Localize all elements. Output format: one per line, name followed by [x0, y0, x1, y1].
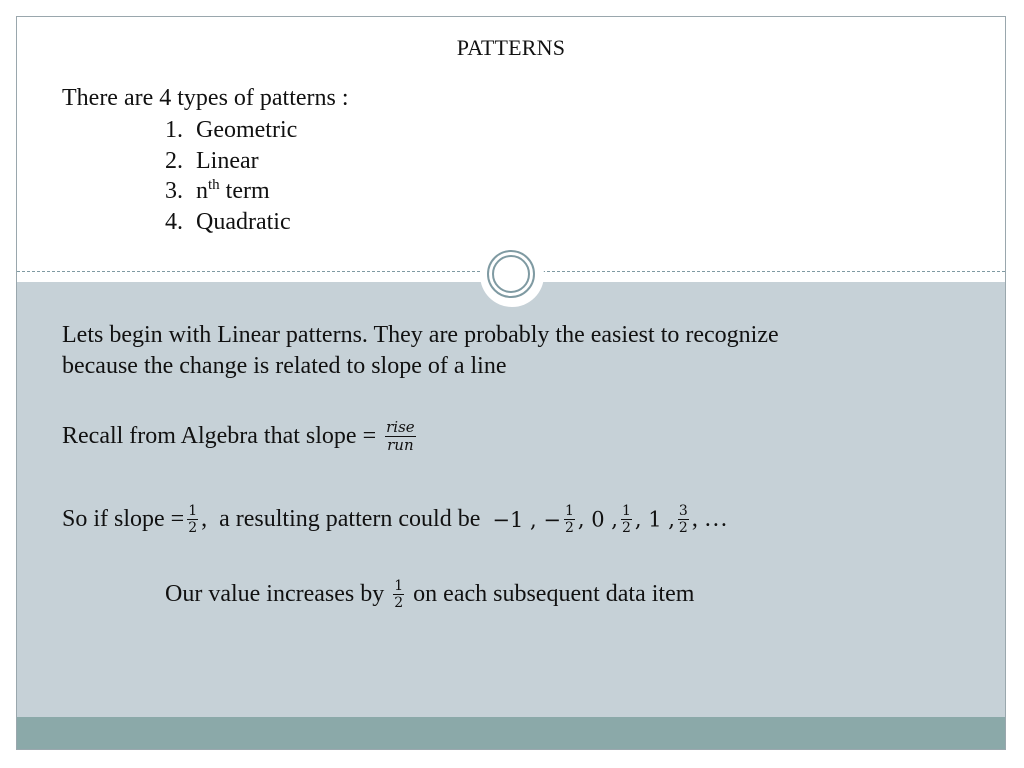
list-item — [165, 176, 297, 207]
rise-over-run-fraction — [385, 419, 416, 454]
sequence-term: , 1 , — [634, 507, 675, 532]
list-number: 3. — [165, 178, 183, 204]
half-fraction — [187, 503, 198, 536]
fraction-denominator: 2 — [621, 520, 631, 536]
list-item — [165, 146, 297, 177]
slope-definition — [62, 419, 419, 454]
paragraph-line: Lets begin with Linear patterns. They are probably the easiest to recognize — [62, 322, 779, 348]
fraction-numerator: 1 — [394, 578, 404, 594]
intro-text: There are 4 types of patterns : — [62, 85, 349, 111]
linear-intro-paragraph — [62, 320, 779, 382]
fraction-denominator: run — [387, 436, 414, 454]
list-item-label: Quadratic — [196, 208, 291, 235]
list-item-label-sup: th — [208, 177, 220, 193]
example-pattern — [62, 503, 728, 536]
fraction-numerator: 1 — [188, 503, 198, 519]
footer-band — [17, 717, 1005, 750]
list-number: 1. — [165, 117, 183, 143]
increase-suffix: on each subsequent data item — [413, 581, 695, 607]
increase-statement — [165, 578, 694, 611]
list-item-label-rest: term — [219, 178, 270, 204]
slope-definition-text: Recall from Algebra that slope = — [62, 423, 377, 449]
list-number: 2. — [165, 147, 183, 174]
sequence-term: −1 , − — [492, 507, 561, 532]
half-fraction — [621, 503, 632, 536]
list-number: 4. — [165, 208, 183, 235]
example-prefix: So if slope = — [62, 506, 185, 532]
increase-prefix: Our value increases by — [165, 581, 385, 607]
list-item — [165, 115, 297, 146]
list-item-label-base: n — [196, 178, 208, 204]
half-fraction — [393, 578, 404, 611]
example-mid: , a resulting pattern could be — [201, 506, 481, 532]
list-item — [165, 207, 297, 238]
pattern-types-list — [165, 115, 297, 237]
top-pane — [17, 17, 1005, 273]
paragraph-line: because the change is related to slope of a line — [62, 353, 507, 379]
slide-title: PATTERNS — [456, 35, 566, 60]
fraction-denominator: 2 — [678, 520, 688, 536]
list-item-label: Linear — [196, 147, 259, 174]
fraction-numerator: 1 — [621, 503, 631, 519]
circle-ornament-icon — [487, 250, 535, 298]
three-halves-fraction — [678, 503, 689, 536]
slide — [16, 16, 1006, 750]
fraction-numerator: rise — [386, 418, 415, 436]
list-item-label: Geometric — [196, 117, 298, 143]
fraction-denominator: 2 — [188, 520, 198, 536]
fraction-numerator: 1 — [564, 503, 574, 519]
fraction-denominator: 2 — [564, 520, 574, 536]
half-fraction — [564, 503, 575, 536]
sequence-ellipsis: , … — [691, 506, 728, 532]
fraction-numerator: 3 — [678, 503, 688, 519]
sequence-term: , 0 , — [577, 507, 618, 532]
fraction-denominator: 2 — [394, 595, 404, 611]
